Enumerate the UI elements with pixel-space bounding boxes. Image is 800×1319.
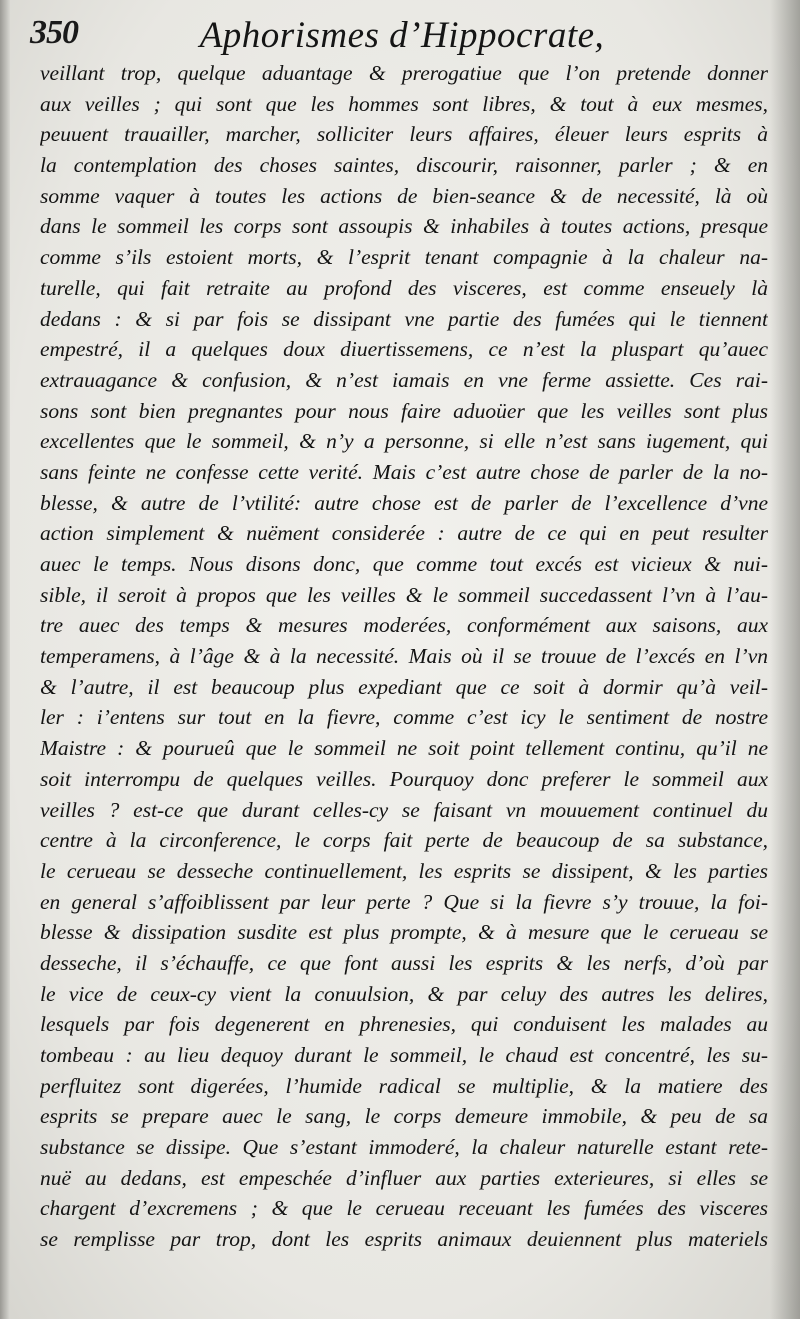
text-line: esprits se prepare auec le sang, le corps demeure immobile, & peu de sa <box>40 1104 768 1129</box>
text-line: aux veilles ; qui sont que les hommes sont libres, & tout à eux mesmes, <box>40 91 768 116</box>
text-line: en general s’affoiblissent par leur perte ? Que si la fievre s’y trouue, la foi- <box>40 889 768 914</box>
text-line: perfluitez sont digerées, l’humide radical se multiplie, & la matiere des <box>40 1073 768 1098</box>
text-line: Maistre : & pourueû que le sommeil ne soit point tellement continu, qu’il ne <box>40 736 768 761</box>
text-line: sible, il seroit à propos que les veilles & le sommeil succedassent l’vn à l’au- <box>40 582 768 607</box>
text-line: sans feinte ne confesse cette verité. Mais c’est autre chose de parler de la no- <box>40 459 768 484</box>
running-title: Aphorismes d’Hippocrate, <box>199 15 605 56</box>
text-line: la contemplation des choses saintes, discourir, raisonner, parler ; & en <box>40 153 768 178</box>
text-line: le vice de ceux-cy vient la conuulsion, & par celuy des autres les delires, <box>40 981 768 1006</box>
text-line: & l’autre, il est beaucoup plus expediant que ce soit à dormir qu’à veil- <box>40 674 768 699</box>
text-line: chargent d’excremens ; & que le cerueau receuant les fumées des visceres <box>40 1196 768 1221</box>
text-line: substance se dissipe. Que s’estant immoderé, la chaleur naturelle estant rete- <box>40 1135 768 1160</box>
page-right-shadow <box>770 0 800 1319</box>
text-line: comme s’ils estoient morts, & l’esprit tenant compagnie à la chaleur na- <box>40 245 768 270</box>
page-left-edge <box>0 0 10 1319</box>
text-line: excellentes que le sommeil, & n’y a personne, si elle n’est sans iugement, qui <box>40 429 768 454</box>
text-line: temperamens, à l’âge & à la necessité. Mais où il se trouue de l’excés en l’vn <box>40 644 768 669</box>
text-line: somme vaquer à toutes les actions de bien-seance & de necessité, là où <box>40 183 768 208</box>
text-line: dedans : & si par fois se dissipant vne partie des fumées qui le tiennent <box>40 306 768 331</box>
text-line: turelle, qui fait retraite au profond des visceres, est comme enseuely là <box>40 275 768 300</box>
text-line: soit interrompu de quelques veilles. Pourquoy donc preferer le sommeil aux <box>40 766 768 791</box>
text-line: se remplisse par trop, dont les esprits animaux deuiennent plus materiels <box>40 1227 768 1252</box>
bleed-through-mark <box>140 1228 300 1254</box>
text-line: tombeau : au lieu dequoy durant le sommeil, le chaud est concentré, les su- <box>40 1043 768 1067</box>
text-line: veillant trop, quelque aduantage & prerogatiue que l’on pretende donner <box>40 61 768 85</box>
text-line: sons sont bien pregnantes pour nous faire aduoüer que les veilles sont plus <box>40 398 768 423</box>
text-line: ler : i’entens sur tout en la fievre, comme c’est icy le sentiment de nostre <box>40 705 768 730</box>
body-text <box>40 58 768 1255</box>
text-line: extrauagance & confusion, & n’est iamais en vne ferme assiette. Ces rai- <box>40 367 768 392</box>
text-line: action simplement & nuëment considerée : autre de ce qui en peut resulter <box>40 521 768 546</box>
text-line: peuuent trauailler, marcher, solliciter leurs affaires, éleuer leurs esprits à <box>40 122 768 147</box>
page-number: 350 <box>30 14 78 51</box>
text-line: tre auec des temps & mesures moderées, conformément aux saisons, aux <box>40 613 768 638</box>
text-line: auec le temps. Nous disons donc, que comme tout excés est vicieux & nui- <box>40 552 768 576</box>
text-line: lesquels par fois degenerent en phrenesies, qui conduisent les malades au <box>40 1012 768 1037</box>
text-line: blesse, & autre de l’vtilité: autre chose est de parler de l’excellence d’vne <box>40 490 768 515</box>
text-line: centre à la circonference, le corps fait perte de beaucoup de sa substance, <box>40 828 768 853</box>
text-line: nuë au dedans, est empeschée d’influer aux parties exterieures, si elles se <box>40 1165 768 1190</box>
text-line: veilles ? est-ce que durant celles-cy se faisant vn mouuement continuel du <box>40 797 768 822</box>
text-line: le cerueau se desseche continuellement, les esprits se dissipent, & les parties <box>40 858 768 883</box>
text-line: empestré, il a quelques doux diuertissemens, ce n’est la pluspart qu’auec <box>40 337 768 362</box>
text-line: dans le sommeil les corps sont assoupis & inhabiles à toutes actions, presque <box>40 214 768 239</box>
text-line: blesse & dissipation susdite est plus prompte, & à mesure que le cerueau se <box>40 920 768 945</box>
page-header <box>22 8 782 56</box>
text-line: desseche, il s’échauffe, ce que font aussi les esprits & les nerfs, d’où par <box>40 950 768 975</box>
